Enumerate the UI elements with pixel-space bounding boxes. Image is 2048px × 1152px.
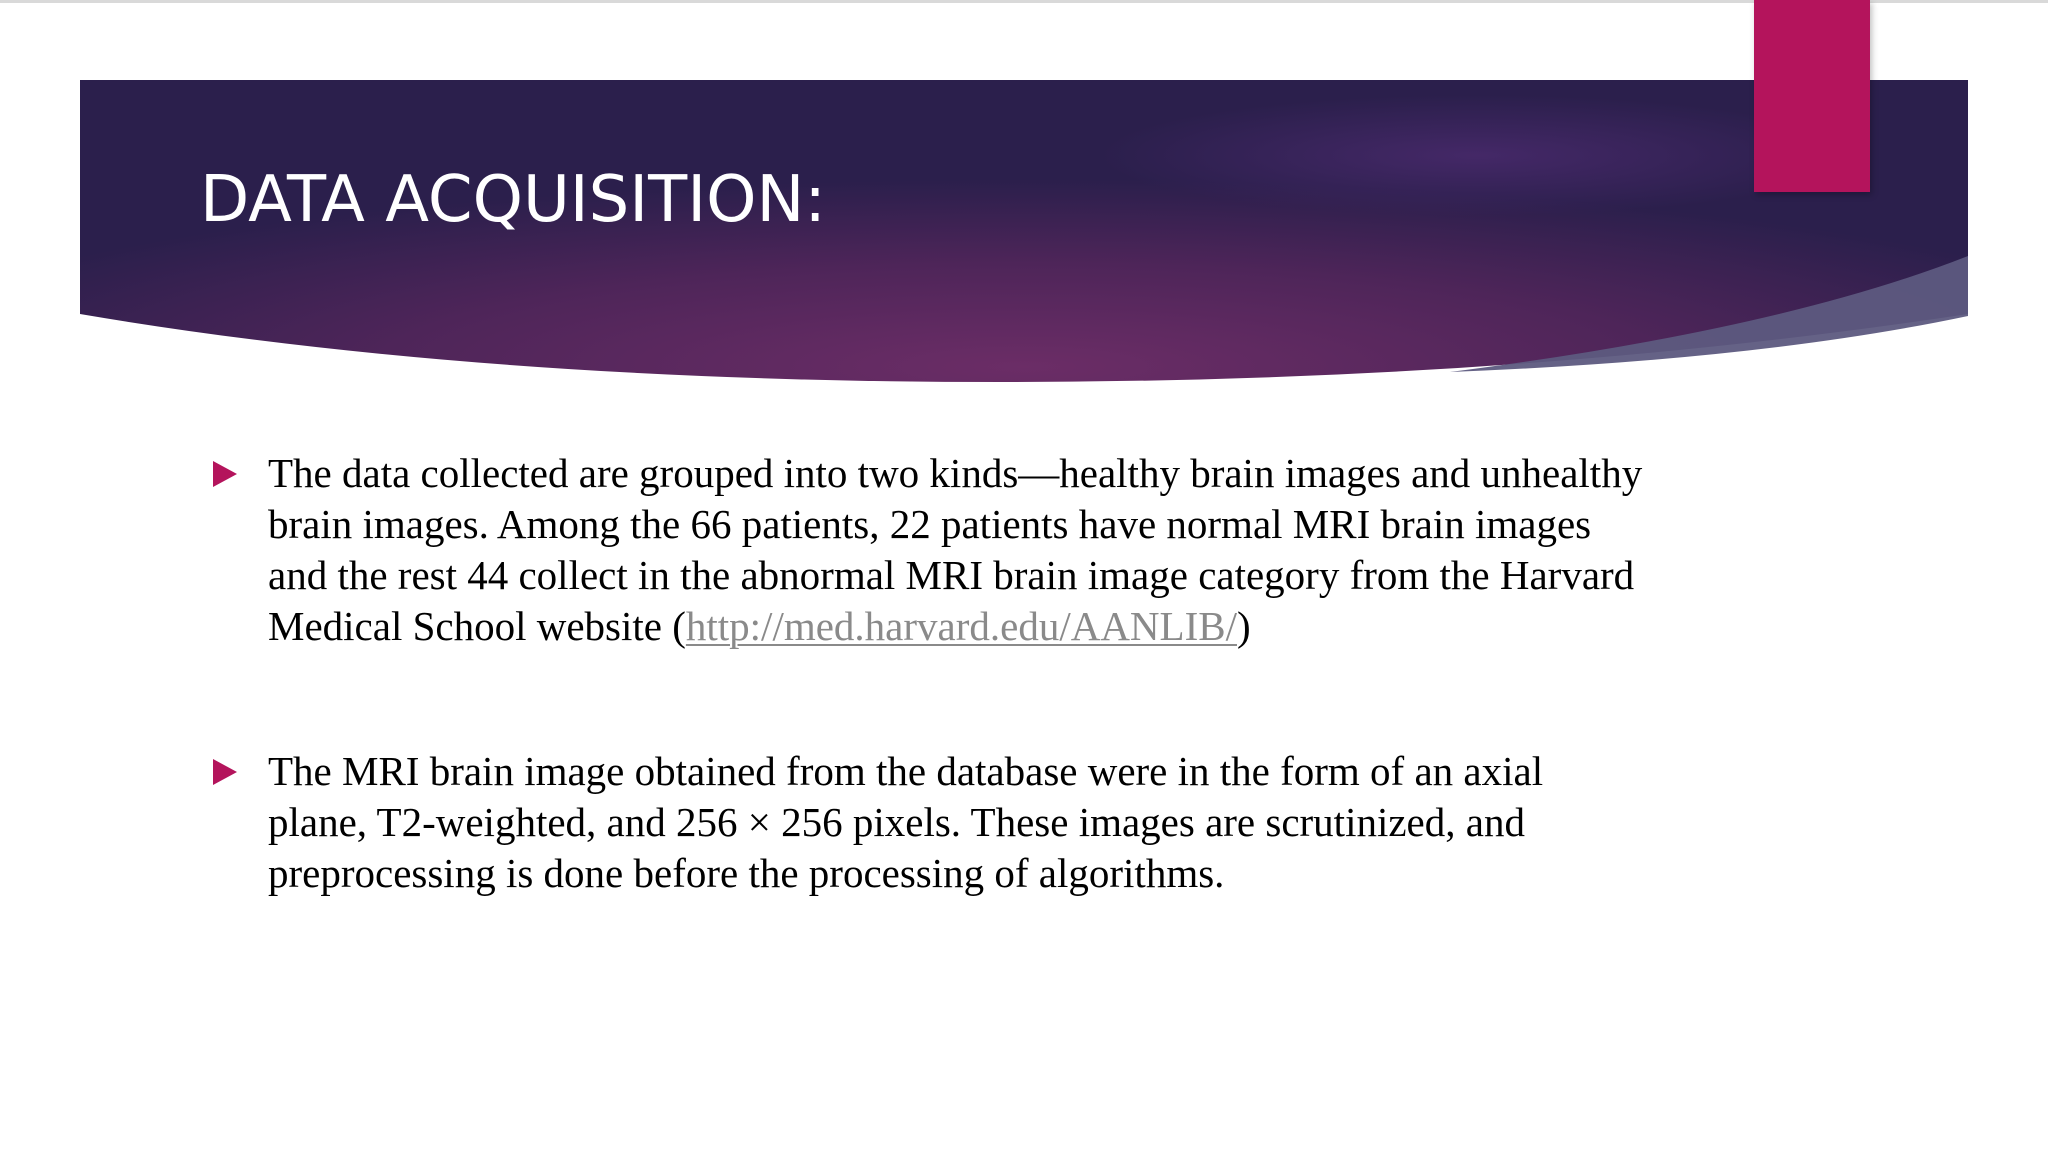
bullet-text: The MRI brain image obtained from the database were in the form of an axial plane, T2-weighted, and 256 × 256 pixels. These images are scrutinized, and preprocessing is done before the processing of algorithms.	[268, 748, 1544, 896]
bullet-text: The data collected are grouped into two kinds—healthy brain images and unhealthy brain images. Among the 66 patients, 22 patients have normal MRI brain images and the rest 44 collect in the abnormal MRI brain image category from the Harvard Medical School website (	[268, 450, 1643, 649]
triangle-bullet-icon	[213, 461, 237, 487]
harvard-link[interactable]: http://med.harvard.edu/AANLIB/	[685, 603, 1237, 649]
accent-tab	[1754, 0, 1870, 192]
triangle-bullet-icon	[213, 759, 237, 785]
bullet-item	[210, 746, 1650, 899]
bullet-list	[210, 448, 1650, 899]
slide-title: DATA ACQUISITION:	[200, 163, 826, 237]
bullet-text-end: )	[1236, 603, 1251, 649]
bullet-item	[210, 448, 1650, 652]
